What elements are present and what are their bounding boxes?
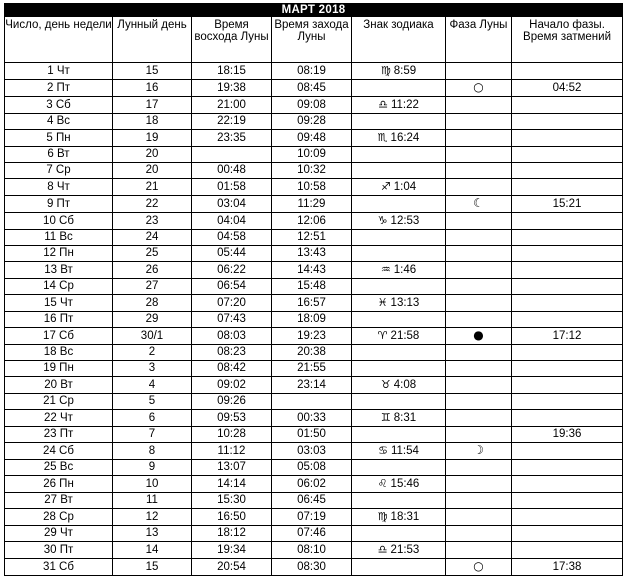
moonrise-cell: 08:23 — [192, 345, 272, 361]
table-row — [5, 542, 623, 559]
moonset-cell: 18:09 — [272, 312, 352, 328]
zodiac-sign-icon: ♒ — [380, 263, 391, 276]
phase-time-cell — [512, 147, 623, 163]
zodiac-cell — [352, 213, 446, 230]
date-cell: 13 Вт — [5, 262, 113, 279]
lunar-day-cell: 9 — [113, 460, 192, 476]
date-cell: 28 Ср — [5, 509, 113, 526]
moonrise-cell: 01:58 — [192, 179, 272, 196]
date-cell: 22 Чт — [5, 410, 113, 427]
phase-time-cell: 15:21 — [512, 196, 623, 213]
phase-cell — [446, 213, 512, 230]
table-row — [5, 213, 623, 230]
table-row — [5, 179, 623, 196]
moonrise-cell: 03:04 — [192, 196, 272, 213]
zodiac-cell — [352, 526, 446, 542]
phase-time-cell — [512, 114, 623, 130]
moonset-cell: 08:30 — [272, 559, 352, 576]
phase-time-cell — [512, 542, 623, 559]
phase-time-cell — [512, 410, 623, 427]
zodiac-cell — [352, 262, 446, 279]
moon-calendar-table — [4, 3, 623, 576]
moonset-cell: 08:45 — [272, 80, 352, 97]
phase-cell — [446, 394, 512, 410]
phase-cell — [446, 246, 512, 262]
phase-cell — [446, 526, 512, 542]
moonset-cell: 10:58 — [272, 179, 352, 196]
phase-time-cell — [512, 345, 623, 361]
lunar-day-cell: 10 — [113, 476, 192, 493]
table-title: МАРТ 2018 — [5, 4, 623, 17]
moonrise-cell: 13:07 — [192, 460, 272, 476]
moonrise-cell: 10:28 — [192, 427, 272, 443]
lunar-day-cell: 20 — [113, 147, 192, 163]
phase-time-cell — [512, 476, 623, 493]
moonset-cell: 07:19 — [272, 509, 352, 526]
lunar-day-cell: 6 — [113, 410, 192, 427]
moonrise-cell: 08:03 — [192, 328, 272, 345]
date-cell: 21 Ср — [5, 394, 113, 410]
lunar-day-cell: 12 — [113, 509, 192, 526]
phase-time-cell — [512, 394, 623, 410]
date-cell: 30 Пт — [5, 542, 113, 559]
phase-time-cell — [512, 377, 623, 394]
zodiac-cell — [352, 427, 446, 443]
zodiac-cell — [352, 196, 446, 213]
phase-cell — [446, 147, 512, 163]
phase-time-cell: 19:36 — [512, 427, 623, 443]
moonset-cell: 06:02 — [272, 476, 352, 493]
zodiac-cell — [352, 295, 446, 312]
moonset-cell: 12:51 — [272, 230, 352, 246]
moonset-cell: 07:46 — [272, 526, 352, 542]
moonrise-cell: 18:12 — [192, 526, 272, 542]
zodiac-cell — [352, 476, 446, 493]
table-row — [5, 63, 623, 80]
lunar-day-cell: 23 — [113, 213, 192, 230]
header-moonset: Время захода Луны — [272, 17, 352, 63]
date-cell: 6 Вт — [5, 147, 113, 163]
zodiac-sign-icon: ♋ — [378, 444, 388, 457]
lunar-day-cell: 30/1 — [113, 328, 192, 345]
moonrise-cell: 09:26 — [192, 394, 272, 410]
moonset-cell: 08:19 — [272, 63, 352, 80]
table-row — [5, 509, 623, 526]
moonrise-cell: 06:22 — [192, 262, 272, 279]
zodiac-sign-icon: ♐ — [380, 180, 391, 193]
moonrise-cell: 11:12 — [192, 443, 272, 460]
table-row — [5, 230, 623, 246]
phase-time-cell — [512, 163, 623, 179]
phase-cell — [446, 460, 512, 476]
table-row — [5, 460, 623, 476]
zodiac-sign-icon: ♍ — [380, 64, 391, 77]
date-cell: 29 Чт — [5, 526, 113, 542]
date-cell: 12 Пн — [5, 246, 113, 262]
moonset-cell: 20:38 — [272, 345, 352, 361]
zodiac-cell — [352, 361, 446, 377]
header-moonrise: Время восхода Луны — [192, 17, 272, 63]
phase-cell — [446, 328, 512, 345]
moonset-cell: 11:29 — [272, 196, 352, 213]
date-cell: 25 Вс — [5, 460, 113, 476]
lunar-day-cell: 7 — [113, 427, 192, 443]
moonrise-cell: 06:54 — [192, 279, 272, 295]
table-row — [5, 114, 623, 130]
zodiac-cell — [352, 328, 446, 345]
moon-phase-icon: ☾ — [473, 196, 484, 210]
header-date: Число, день недели — [5, 17, 113, 63]
zodiac-cell — [352, 130, 446, 147]
phase-cell — [446, 130, 512, 147]
date-cell: 8 Чт — [5, 179, 113, 196]
moonset-cell: 15:48 — [272, 279, 352, 295]
lunar-day-cell: 13 — [113, 526, 192, 542]
zodiac-time: 13:13 — [390, 297, 420, 309]
phase-cell — [446, 377, 512, 394]
table-row — [5, 130, 623, 147]
date-cell: 3 Сб — [5, 97, 113, 114]
date-cell: 18 Вс — [5, 345, 113, 361]
moonrise-cell: 08:42 — [192, 361, 272, 377]
moonrise-cell: 16:50 — [192, 509, 272, 526]
phase-cell — [446, 179, 512, 196]
header-phase-time: Начало фазы. Время затмений — [512, 17, 623, 63]
moonrise-cell: 14:14 — [192, 476, 272, 493]
phase-time-cell: 17:38 — [512, 559, 623, 576]
moonset-cell: 09:48 — [272, 130, 352, 147]
moonset-cell: 23:14 — [272, 377, 352, 394]
lunar-day-cell: 27 — [113, 279, 192, 295]
moonset-cell: 19:23 — [272, 328, 352, 345]
phase-time-cell: 04:52 — [512, 80, 623, 97]
zodiac-sign-icon: ♏ — [377, 131, 388, 144]
date-cell: 19 Пн — [5, 361, 113, 377]
table-row — [5, 312, 623, 328]
phase-time-cell: 17:12 — [512, 328, 623, 345]
table-row — [5, 493, 623, 509]
phase-time-cell — [512, 179, 623, 196]
moonset-cell: 06:45 — [272, 493, 352, 509]
date-cell: 14 Ср — [5, 279, 113, 295]
moonrise-cell: 23:35 — [192, 130, 272, 147]
lunar-day-cell: 14 — [113, 542, 192, 559]
zodiac-cell — [352, 410, 446, 427]
moonrise-cell: 04:04 — [192, 213, 272, 230]
lunar-day-cell: 18 — [113, 114, 192, 130]
phase-cell — [446, 230, 512, 246]
date-cell: 11 Вс — [5, 230, 113, 246]
zodiac-time: 11:54 — [390, 445, 419, 457]
zodiac-time: 21:53 — [390, 544, 420, 556]
table-row — [5, 410, 623, 427]
zodiac-sign-icon: ♎ — [377, 543, 388, 556]
table-row — [5, 147, 623, 163]
zodiac-cell — [352, 542, 446, 559]
header-lunar-day: Лунный день — [113, 17, 192, 63]
phase-time-cell — [512, 246, 623, 262]
date-cell: 17 Сб — [5, 328, 113, 345]
moon-phase-icon: ● — [473, 328, 484, 342]
table-row — [5, 394, 623, 410]
zodiac-cell — [352, 246, 446, 262]
moonrise-cell: 19:38 — [192, 80, 272, 97]
phase-cell — [446, 114, 512, 130]
moonrise-cell: 18:15 — [192, 63, 272, 80]
table-row — [5, 163, 623, 179]
phase-cell — [446, 410, 512, 427]
zodiac-time: 21:58 — [390, 330, 420, 342]
moon-phase-icon: ☽ — [473, 443, 484, 457]
moonrise-cell: 00:48 — [192, 163, 272, 179]
phase-cell — [446, 476, 512, 493]
date-cell: 16 Пт — [5, 312, 113, 328]
header-phase: Фаза Луны — [446, 17, 512, 63]
phase-cell — [446, 345, 512, 361]
moonrise-cell: 04:58 — [192, 230, 272, 246]
lunar-day-cell: 25 — [113, 246, 192, 262]
date-cell: 26 Пн — [5, 476, 113, 493]
moon-phase-icon: ○ — [473, 80, 484, 94]
table-row — [5, 427, 623, 443]
lunar-day-cell: 4 — [113, 377, 192, 394]
lunar-day-cell: 16 — [113, 80, 192, 97]
zodiac-cell — [352, 80, 446, 97]
phase-time-cell — [512, 526, 623, 542]
moonrise-cell: 09:02 — [192, 377, 272, 394]
phase-cell — [446, 262, 512, 279]
phase-time-cell — [512, 361, 623, 377]
zodiac-time: 11:22 — [390, 99, 419, 111]
lunar-day-cell: 11 — [113, 493, 192, 509]
phase-time-cell — [512, 213, 623, 230]
zodiac-time: 8:59 — [393, 65, 417, 77]
table-row — [5, 526, 623, 542]
phase-time-cell — [512, 130, 623, 147]
phase-cell — [446, 427, 512, 443]
zodiac-cell — [352, 493, 446, 509]
lunar-day-cell: 3 — [113, 361, 192, 377]
moonset-cell: 00:33 — [272, 410, 352, 427]
zodiac-time: 8:31 — [393, 412, 417, 424]
moonset-cell: 08:10 — [272, 542, 352, 559]
zodiac-cell — [352, 312, 446, 328]
phase-cell — [446, 493, 512, 509]
zodiac-cell — [352, 460, 446, 476]
moonset-cell: 10:09 — [272, 147, 352, 163]
table-row — [5, 262, 623, 279]
lunar-day-cell: 28 — [113, 295, 192, 312]
moonset-cell: 21:55 — [272, 361, 352, 377]
moonset-cell: 09:28 — [272, 114, 352, 130]
zodiac-cell — [352, 147, 446, 163]
zodiac-cell — [352, 63, 446, 80]
table-row — [5, 295, 623, 312]
moonrise-cell: 07:20 — [192, 295, 272, 312]
zodiac-time: 4:08 — [393, 379, 417, 391]
zodiac-cell — [352, 114, 446, 130]
table-row — [5, 361, 623, 377]
zodiac-cell — [352, 179, 446, 196]
phase-cell — [446, 312, 512, 328]
date-cell: 15 Чт — [5, 295, 113, 312]
phase-time-cell — [512, 509, 623, 526]
date-cell: 10 Сб — [5, 213, 113, 230]
table-row — [5, 345, 623, 361]
zodiac-time: 1:46 — [393, 264, 417, 276]
moonrise-cell: 07:43 — [192, 312, 272, 328]
table-row — [5, 328, 623, 345]
zodiac-sign-icon: ♓ — [377, 296, 388, 309]
lunar-day-cell: 20 — [113, 163, 192, 179]
zodiac-sign-icon: ♑ — [377, 214, 388, 227]
lunar-day-cell: 5 — [113, 394, 192, 410]
phase-cell — [446, 295, 512, 312]
date-cell: 20 Вт — [5, 377, 113, 394]
moonrise-cell: 21:00 — [192, 97, 272, 114]
moonrise-cell: 20:54 — [192, 559, 272, 576]
date-cell: 27 Вт — [5, 493, 113, 509]
lunar-day-cell: 15 — [113, 63, 192, 80]
lunar-day-cell: 17 — [113, 97, 192, 114]
date-cell: 7 Ср — [5, 163, 113, 179]
table-row — [5, 246, 623, 262]
moonset-cell: 10:32 — [272, 163, 352, 179]
phase-time-cell — [512, 493, 623, 509]
moonset-cell — [272, 394, 352, 410]
moonset-cell: 16:57 — [272, 295, 352, 312]
phase-cell — [446, 509, 512, 526]
table-row — [5, 97, 623, 114]
zodiac-sign-icon: ♍ — [377, 510, 388, 523]
phase-time-cell — [512, 97, 623, 114]
moonset-cell: 14:43 — [272, 262, 352, 279]
moonrise-cell: 09:53 — [192, 410, 272, 427]
moonrise-cell: 19:34 — [192, 542, 272, 559]
table-row — [5, 377, 623, 394]
table-row — [5, 476, 623, 493]
phase-cell — [446, 361, 512, 377]
zodiac-cell — [352, 394, 446, 410]
phase-time-cell — [512, 63, 623, 80]
phase-time-cell — [512, 443, 623, 460]
zodiac-cell — [352, 377, 446, 394]
table-row — [5, 196, 623, 213]
lunar-day-cell: 2 — [113, 345, 192, 361]
lunar-day-cell: 22 — [113, 196, 192, 213]
phase-time-cell — [512, 262, 623, 279]
moonset-cell: 12:06 — [272, 213, 352, 230]
phase-cell — [446, 196, 512, 213]
zodiac-time: 16:24 — [390, 132, 420, 144]
zodiac-sign-icon: ♎ — [378, 98, 388, 111]
lunar-day-cell: 24 — [113, 230, 192, 246]
date-cell: 24 Сб — [5, 443, 113, 460]
lunar-day-cell: 8 — [113, 443, 192, 460]
table-row — [5, 443, 623, 460]
zodiac-sign-icon: ♌ — [377, 477, 388, 490]
phase-time-cell — [512, 279, 623, 295]
phase-cell — [446, 80, 512, 97]
moonset-cell: 01:50 — [272, 427, 352, 443]
zodiac-cell — [352, 230, 446, 246]
lunar-day-cell: 29 — [113, 312, 192, 328]
table-row — [5, 279, 623, 295]
zodiac-time: 15:46 — [390, 478, 420, 490]
header-row — [5, 17, 623, 63]
moonset-cell: 03:03 — [272, 443, 352, 460]
zodiac-cell — [352, 279, 446, 295]
phase-cell — [446, 542, 512, 559]
phase-cell — [446, 279, 512, 295]
moonset-cell: 05:08 — [272, 460, 352, 476]
phase-cell — [446, 163, 512, 179]
zodiac-time: 18:31 — [390, 511, 420, 523]
moon-phase-icon: ○ — [473, 559, 484, 573]
moonrise-cell: 15:30 — [192, 493, 272, 509]
phase-time-cell — [512, 460, 623, 476]
date-cell: 4 Вс — [5, 114, 113, 130]
header-zodiac: Знак зодиака — [352, 17, 446, 63]
zodiac-cell — [352, 345, 446, 361]
date-cell: 5 Пн — [5, 130, 113, 147]
phase-time-cell — [512, 312, 623, 328]
phase-cell — [446, 63, 512, 80]
moonrise-cell: 05:44 — [192, 246, 272, 262]
table-row — [5, 80, 623, 97]
date-cell: 1 Чт — [5, 63, 113, 80]
lunar-day-cell: 19 — [113, 130, 192, 147]
moon-calendar — [4, 3, 622, 576]
zodiac-cell — [352, 163, 446, 179]
date-cell: 9 Пт — [5, 196, 113, 213]
date-cell: 31 Сб — [5, 559, 113, 576]
date-cell: 2 Пт — [5, 80, 113, 97]
lunar-day-cell: 21 — [113, 179, 192, 196]
phase-time-cell — [512, 295, 623, 312]
date-cell: 23 Пт — [5, 427, 113, 443]
zodiac-time: 12:53 — [390, 215, 420, 227]
moonrise-cell: 22:19 — [192, 114, 272, 130]
moonset-cell: 13:43 — [272, 246, 352, 262]
zodiac-cell — [352, 97, 446, 114]
lunar-day-cell: 26 — [113, 262, 192, 279]
zodiac-cell — [352, 443, 446, 460]
lunar-day-cell: 15 — [113, 559, 192, 576]
zodiac-sign-icon: ♉ — [380, 378, 391, 391]
phase-cell — [446, 97, 512, 114]
moonset-cell: 09:08 — [272, 97, 352, 114]
zodiac-sign-icon: ♊ — [380, 411, 391, 424]
phase-cell — [446, 443, 512, 460]
zodiac-cell — [352, 509, 446, 526]
phase-time-cell — [512, 230, 623, 246]
zodiac-time: 1:04 — [393, 181, 417, 193]
moonrise-cell — [192, 147, 272, 163]
zodiac-sign-icon: ♈ — [377, 329, 388, 342]
